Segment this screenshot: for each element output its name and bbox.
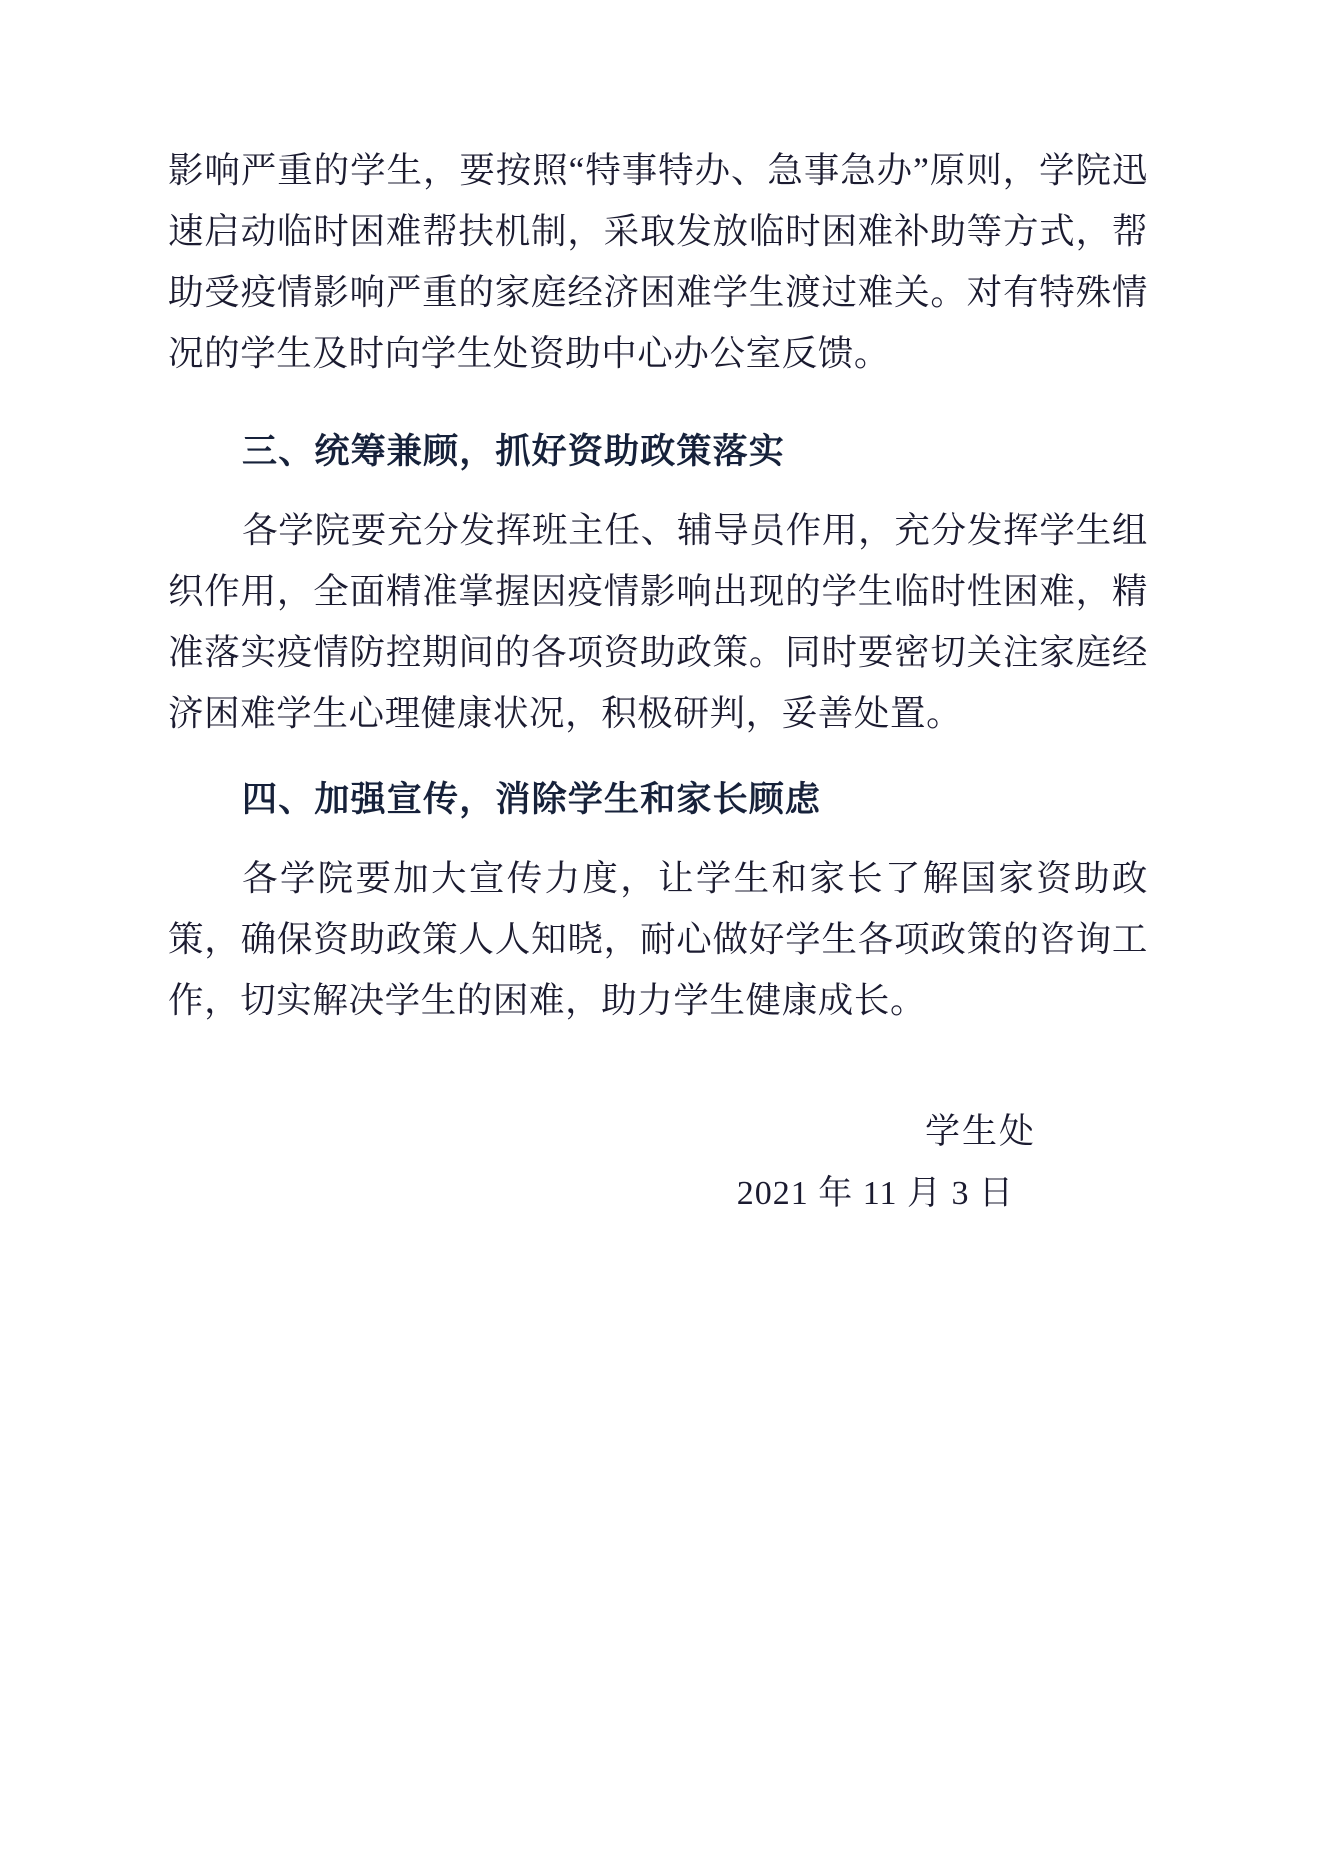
section-heading-four: 四、加强宣传，消除学生和家长顾虑 [242, 780, 822, 820]
paragraph-continuation: 影响严重的学生，要按照“特事特办、急事急办”原则，学院迅速启动临时困难帮扶机制，采取发放临时困难补助等方式，帮助受疫情影响严重的家庭经济困难学生渡过难关。对有特殊情况的学生及时向学生处资助中心办公室反馈。 [168, 150, 1148, 373]
paragraph-spacer [168, 384, 1148, 396]
signature-issuer: 学生处 [924, 1112, 1036, 1151]
document-body [168, 140, 1148, 1225]
section-three-body: 各学院要充分发挥班主任、辅导员作用，充分发挥学生组织作用，全面精准掌握因疫情影响出现的学生临时性困难，精准落实疫情防控期间的各项资助政策。同时要密切关注家庭经济困难学生心理健康状况，积极研判，妥善处置。 [168, 510, 1148, 733]
section-heading-three: 三、统筹兼顾，抓好资助政策落实 [242, 432, 786, 472]
signature-date: 2021 年 11 月 3 日 [736, 1175, 1014, 1212]
signature-block [168, 1101, 1148, 1225]
section-four-body: 各学院要加大宣传力度，让学生和家长了解国家资助政策，确保资助政策人人知晓，耐心做好学生各项政策的咨询工作，切实解决学生的困难，助力学生健康成长。 [168, 858, 1148, 1020]
